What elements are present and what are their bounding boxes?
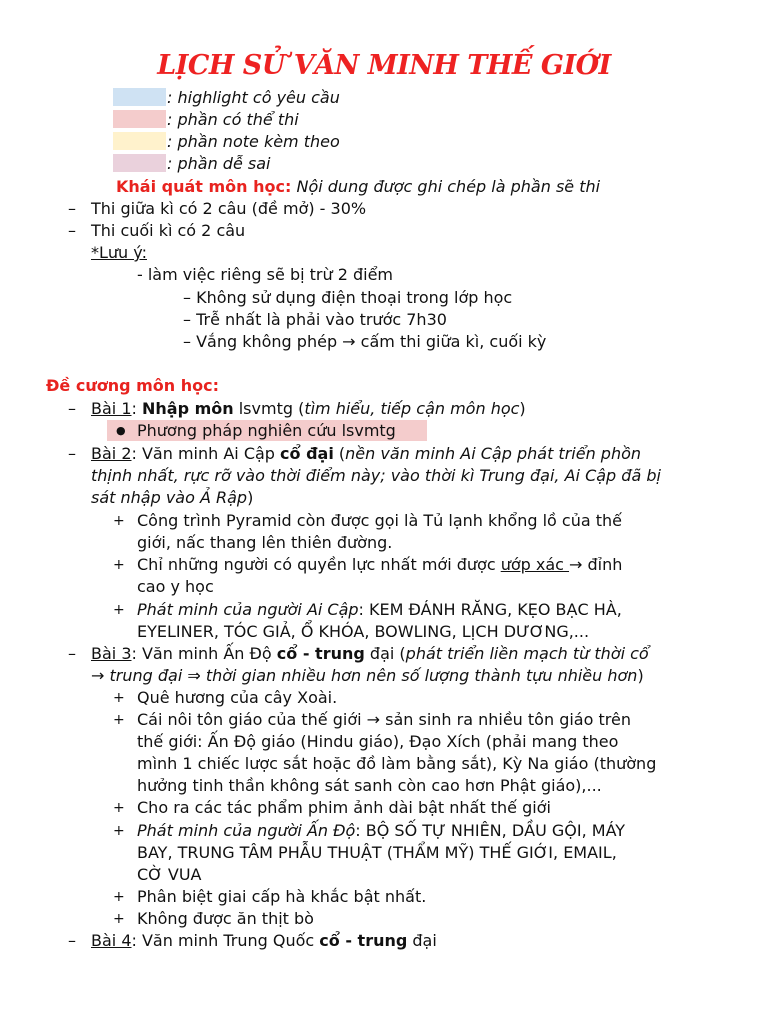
legend-swatch-red [113,110,166,128]
dash-icon: – [68,221,76,240]
lesson3-item6: Không được ăn thịt bò [137,909,314,928]
lesson3-line1-rest: đại ( [364,644,406,663]
plus-bullet-icon: + [113,889,125,905]
lesson2-line3-italic: sát nhập vào Ả Rập [91,488,248,507]
lesson4-plain: : Văn minh Trung Quốc [131,931,320,950]
lesson3-line2 [91,665,644,687]
lesson3-item4-line2: BAY, TRUNG TÂM PHẪU THUẬT (THẨM MỸ) THẾ GIỚI, EMAIL, [137,843,617,862]
lesson2-item3-rest: : KEM ĐÁNH RĂNG, KẸO BẠC HÀ, [358,600,622,619]
lesson2-item1-line2: giới, nấc thang lên thiên đường. [137,533,393,552]
caution-sub-late: – Trễ nhất là phải vào trước 7h30 [183,310,447,329]
lesson2-item3-line1 [137,599,622,621]
lesson3-item2-line1: Cái nôi tôn giáo của thế giới → sản sinh ra nhiều tôn giáo trên [137,710,631,729]
plus-bullet-icon: + [113,823,125,839]
lesson2-item2-line1 [137,554,622,576]
lesson1-strong: Nhập môn [141,399,234,418]
lesson2-line3-close: ) [247,488,254,507]
plus-bullet-icon: + [113,602,125,618]
lesson2-item2-plain: Chỉ những người có quyền lực nhất mới được [137,555,501,574]
lesson2-item1-line1: Công trình Pyramid còn được gọi là Tủ lạnh khổng lồ của thế [137,511,622,530]
lesson3-line1 [91,643,649,665]
lesson2-item3-line2: EYELINER, TÓC GIẢ, Ổ KHÓA, BOWLING, LỊCH DƯƠNG,... [137,622,590,641]
overview-note: Nội dung được ghi chép là phần sẽ thi [296,177,601,196]
lesson2-item3-italic: Phát minh của người Ai Cập [137,600,359,619]
plus-bullet-icon: + [113,911,125,927]
plus-bullet-icon: + [113,557,125,573]
overview-line [116,176,600,198]
lesson3-label: Bài 3 [91,644,132,663]
lesson3-item5: Phân biệt giai cấp hà khắc bật nhất. [137,887,427,906]
lesson2-line1-plain: : Văn minh Ai Cập [131,444,281,463]
legend-text-yellow: : phần note kèm theo [167,132,340,151]
overview-item-final: Thi cuối kì có 2 câu [91,221,246,240]
lesson3-item1: Quê hương của cây Xoài. [137,688,338,707]
lesson3-item4-line1 [137,820,625,842]
outline-heading: Đề cương môn học: [46,376,219,395]
lesson1-sep: : [131,399,142,418]
lesson1-italic: tìm hiểu, tiếp cận môn học [304,399,520,418]
lesson3-line1-plain: : Văn minh Ấn Độ [131,644,277,663]
lesson3-line1-italic: phát triển liền mạch từ thời cổ [405,644,649,663]
lesson3-line2-italic: → trung đại ⇒ thời gian nhiều hơn nên số lượng thành tựu nhiều hơn [91,666,638,685]
dash-icon: – [68,931,76,950]
overview-label: Khái quát môn học: [116,177,292,196]
lesson3-item2-line4: hưởng tinh thần không sát sanh còn cao hơn Phật giáo),... [137,776,602,795]
plus-bullet-icon: + [113,690,125,706]
plus-bullet-icon: + [113,712,125,728]
lesson1-label: Bài 1 [91,399,132,418]
lesson4-label: Bài 4 [91,931,132,950]
legend-swatch-blue [113,88,166,106]
caution-sub-phone: – Không sử dụng điện thoại trong lớp học [183,288,513,307]
lesson3-item2-line2: thế giới: Ấn Độ giáo (Hindu giáo), Đạo Xích (phải mang theo [137,732,619,751]
legend-swatch-purple [113,154,166,172]
lesson3-item3: Cho ra các tác phẩm phim ảnh dài bật nhất thế giới [137,798,551,817]
lesson4-line [91,930,437,952]
lesson1-rest: lsvmtg ( [233,399,305,418]
lesson2-item2-rest: → đỉnh [569,555,623,574]
lesson2-line1-bold: cổ đại [280,444,334,463]
page-title: LỊCH SỬ VĂN MINH THẾ GIỚI [157,50,611,81]
dash-icon: – [68,644,76,663]
lesson3-item4-line3: CỜ VUA [137,865,202,884]
dash-icon: – [68,444,76,463]
lesson1-bullet: Phương pháp nghiên cứu lsvmtg [137,421,396,440]
caution-sub-absent: – Vắng không phép → cấm thi giữa kì, cuối kỳ [183,332,547,351]
overview-item-midterm: Thi giữa kì có 2 câu (đề mở) - 30% [91,199,367,218]
legend-text-blue: : highlight cô yêu cầu [167,88,340,107]
caution-main: - làm việc riêng sẽ bị trừ 2 điểm [137,265,393,284]
lesson4-bold: cổ - trung [319,931,408,950]
lesson1-close: ) [519,399,526,418]
plus-bullet-icon: + [113,513,125,529]
plus-bullet-icon: + [113,800,125,816]
lesson2-item2-line2: cao y học [137,577,214,596]
legend-text-red: : phần có thể thi [167,110,299,129]
lesson2-line1 [91,443,641,465]
legend-text-purple: : phần dễ sai [167,154,271,173]
lesson4-rest: đại [407,931,437,950]
lesson2-line1-rest: ( [333,444,346,463]
lesson1-line [91,398,526,420]
bullet-dot-icon: ● [116,424,126,437]
lesson3-item4-rest: : BỘ SỐ TỰ NHIÊN, DẦU GỘI, MÁY [355,821,626,840]
dash-icon: – [68,399,76,418]
lesson3-item2-line3: mình 1 chiếc lược sắt hoặc đồ làm bằng sắt), Kỳ Na giáo (thường [137,754,657,773]
lesson2-line2: thịnh nhất, rực rỡ vào thời điểm này; vào thời kì Trung đại, Ai Cập đã bị [91,466,661,485]
dash-icon: – [68,199,76,218]
legend-swatch-yellow [113,132,166,150]
lesson3-line2-close: ) [637,666,644,685]
lesson3-line1-bold: cổ - trung [276,644,365,663]
lesson2-label: Bài 2 [91,444,132,463]
lesson2-line1-italic: nền văn minh Ai Cập phát triển phồn [345,444,642,463]
lesson2-line3 [91,487,253,509]
lesson3-item4-italic: Phát minh của người Ấn Độ [137,821,356,840]
caution-label: *Lưu ý: [91,243,147,262]
lesson2-item2-under: ướp xác [500,555,570,574]
